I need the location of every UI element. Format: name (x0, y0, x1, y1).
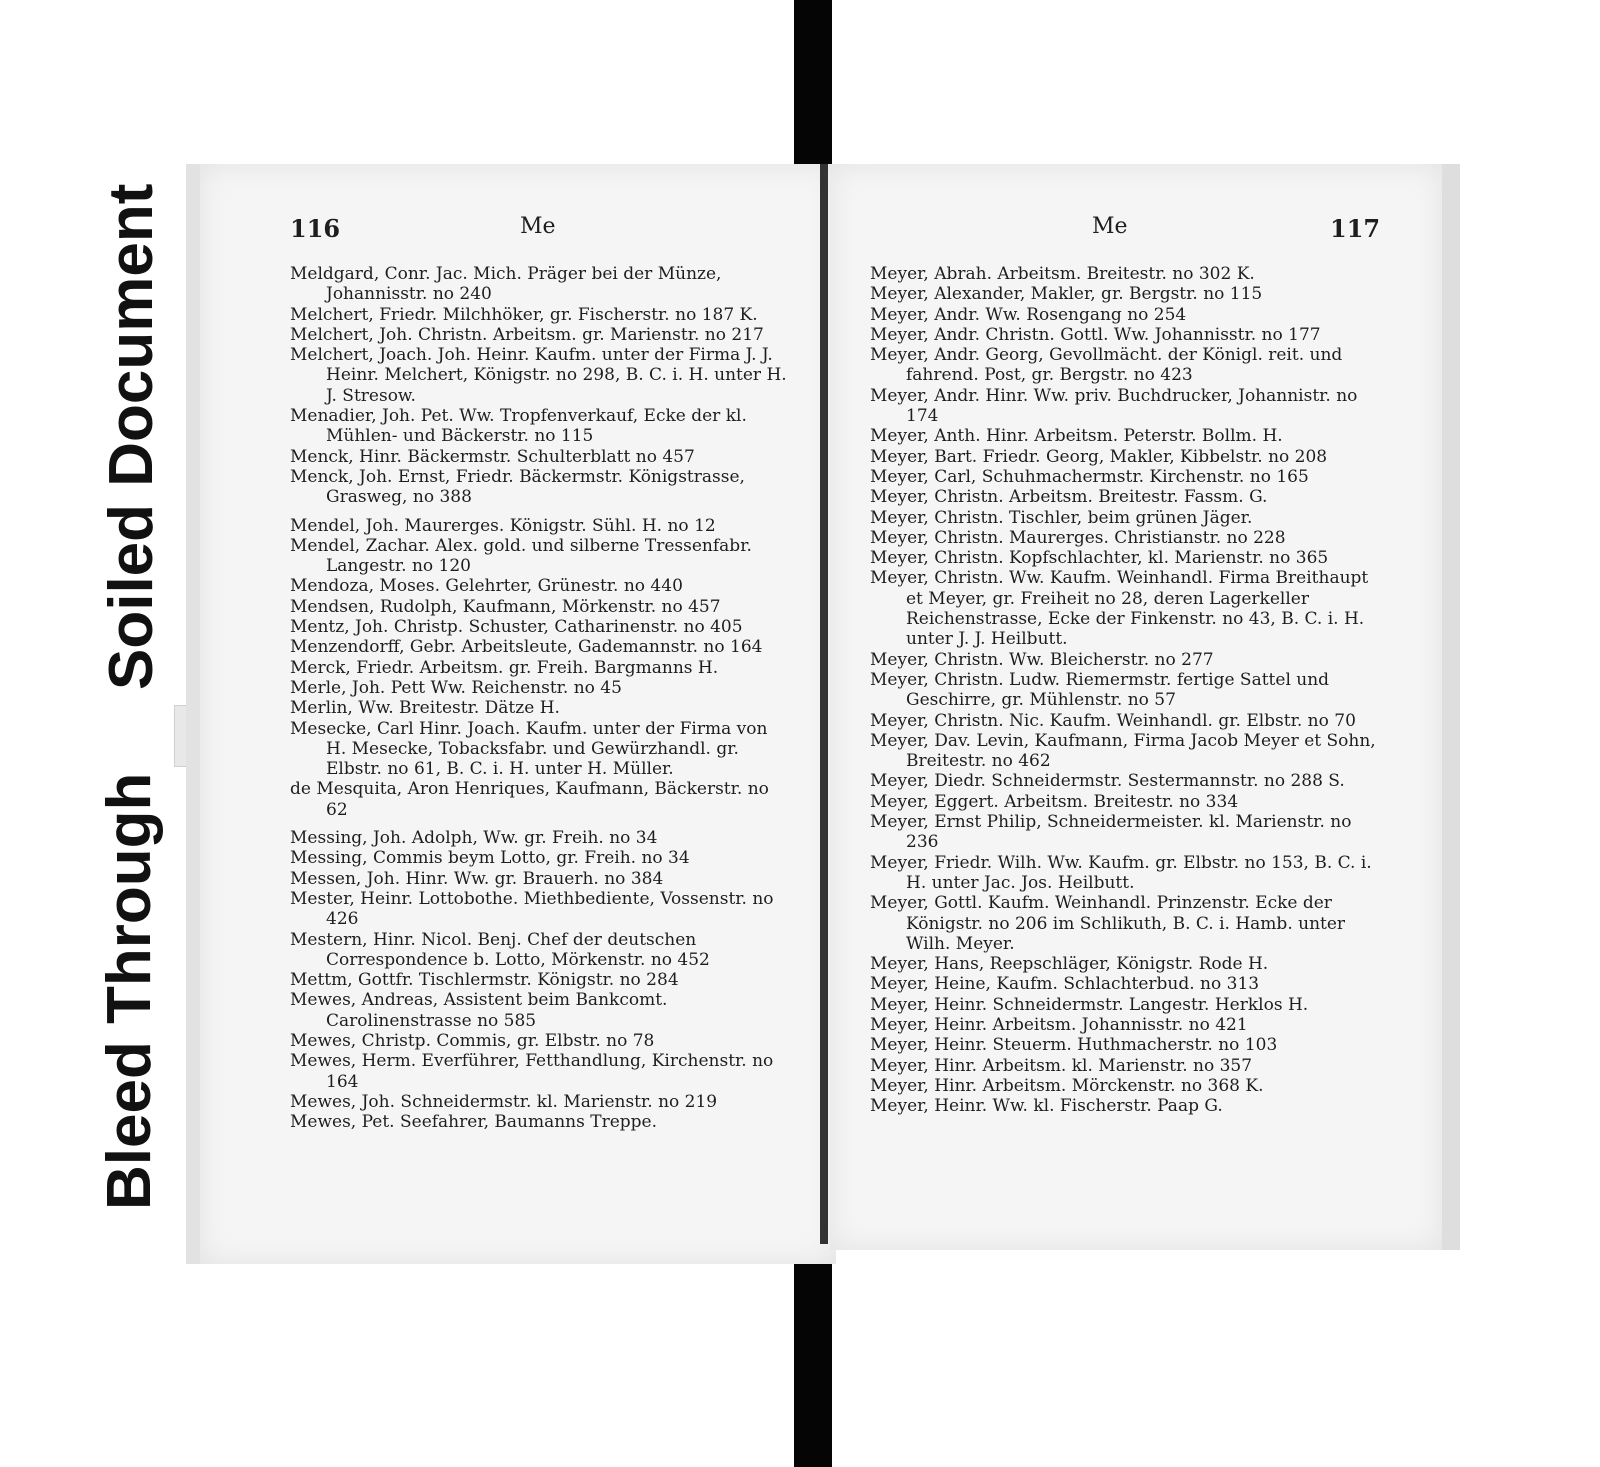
directory-entry: Meyer, Heinr. Arbeitsm. Johannisstr. no 421 (870, 1014, 1248, 1035)
directory-entry: Mewes, Christp. Commis, gr. Elbstr. no 78 (290, 1030, 655, 1051)
directory-entry: Meyer, Christn. Maurerges. Christianstr. no 228 (870, 527, 1286, 548)
directory-entry: Meyer, Christn. Kopfschlachter, kl. Marienstr. no 365 (870, 548, 1329, 569)
directory-entry: de Mesquita, Aron Henriques, Kaufmann, Bäckerstr. no 62 (290, 779, 769, 820)
directory-entry: Menzendorff, Gebr. Arbeitsleute, Gademannstr. no 164 (290, 637, 763, 658)
directory-entry: Meyer, Andr. Ww. Rosengang no 254 (870, 304, 1187, 325)
directory-entry: Melchert, Friedr. Milchhöker, gr. Fischerstr. no 187 K. (290, 304, 758, 325)
directory-entry: Meyer, Heinr. Ww. kl. Fischerstr. Paap G. (870, 1096, 1223, 1117)
directory-entry: Mendoza, Moses. Gelehrter, Grünestr. no 440 (290, 576, 683, 597)
directory-entry: Meyer, Christn. Arbeitsm. Breitestr. Fassm. G. (870, 487, 1268, 508)
directory-entry: Meyer, Hinr. Arbeitsm. Mörckenstr. no 368 K. (870, 1075, 1264, 1096)
directory-entry: Mewes, Joh. Schneidermstr. kl. Marienstr. no 219 (290, 1091, 718, 1112)
directory-entry: Meyer, Christn. Ludw. Riemermstr. fertige Sattel und Geschirre, gr. Mühlenstr. no 57 (870, 669, 1330, 711)
directory-entry: Meyer, Hans, Reepschläger, Königstr. Rode H. (870, 954, 1269, 975)
right-page (830, 164, 1460, 1250)
left-page (186, 164, 836, 1264)
page-number: 117 (1330, 214, 1381, 243)
directory-entry: Meyer, Hinr. Arbeitsm. kl. Marienstr. no 357 (870, 1055, 1253, 1076)
book-spine (820, 164, 828, 1244)
directory-entry: Mewes, Andreas, Assistent beim Bankcomt. Carolinenstrasse no 585 (290, 990, 668, 1031)
entry-list (870, 264, 1385, 1116)
directory-entry: Menck, Hinr. Bäckermstr. Schulterblatt no 457 (290, 446, 695, 467)
directory-entry: Meyer, Christn. Ww. Kaufm. Weinhandl. Firma Breithaupt et Meyer, gr. Freiheit no 28, deren Lagerkeller Reichenstrasse, Ecke der Finkenstr. no 43, B. C. i. H. unter J. J. Heilbutt. (870, 568, 1369, 650)
directory-entry: Meyer, Alexander, Makler, gr. Bergstr. no 115 (870, 284, 1263, 305)
directory-entry: Meyer, Andr. Georg, Gevollmächt. der Königl. reit. und fahrend. Post, gr. Bergstr. no 423 (870, 345, 1343, 386)
directory-entry: Meyer, Abrah. Arbeitsm. Breitestr. no 302 K. (870, 264, 1255, 284)
directory-entry: Meyer, Christn. Nic. Kaufm. Weinhandl. gr. Elbstr. no 70 (870, 710, 1356, 731)
directory-entry: Mendel, Joh. Maurerges. Königstr. Sühl. H. no 12 (290, 515, 716, 536)
page-header: Me (520, 214, 556, 239)
directory-entry: Meyer, Heinr. Schneidermstr. Langestr. Herklos H. (870, 994, 1309, 1015)
page-header: Me (1092, 214, 1128, 239)
directory-entry: Meyer, Andr. Christn. Gottl. Ww. Johannisstr. no 177 (870, 324, 1321, 345)
soiled-document-label: Soiled Document (97, 183, 166, 690)
directory-entry: Meyer, Eggert. Arbeitsm. Breitestr. no 334 (870, 791, 1239, 812)
directory-entry: Messing, Commis beym Lotto, gr. Freih. no 34 (290, 848, 690, 869)
directory-entry: Meyer, Ernst Philip, Schneidermeister. kl. Marienstr. no 236 (870, 812, 1352, 853)
directory-entry: Meyer, Diedr. Schneidermstr. Sestermannstr. no 288 S. (870, 771, 1345, 792)
directory-entry: Mester, Heinr. Lottobothe. Miethbediente, Vossenstr. no 426 (290, 888, 774, 930)
directory-entry: Meyer, Heine, Kaufm. Schlachterbud. no 313 (870, 974, 1260, 995)
directory-entry: Meyer, Heinr. Steuerm. Huthmacherstr. no 103 (870, 1035, 1278, 1056)
bleed-through-label: Bleed Through (95, 772, 164, 1210)
directory-entry: Mewes, Pet. Seefahrer, Baumanns Treppe. (290, 1112, 657, 1133)
top-binding-bar (794, 0, 832, 170)
directory-entry: Menck, Joh. Ernst, Friedr. Bäckermstr. Königstrasse, Grasweg, no 388 (290, 466, 745, 508)
directory-entry: Meyer, Christn. Ww. Bleicherstr. no 277 (870, 649, 1214, 670)
entry-list (290, 264, 790, 1132)
directory-entry: Meyer, Andr. Hinr. Ww. priv. Buchdrucker, Johannistr. no 174 (870, 385, 1358, 427)
directory-entry: Meyer, Bart. Friedr. Georg, Makler, Kibbelstr. no 208 (870, 446, 1328, 467)
bottom-binding-bar (794, 1250, 832, 1467)
directory-entry: Mendel, Zachar. Alex. gold. und silberne Tressenfabr. Langestr. no 120 (290, 535, 752, 577)
directory-entry: Meyer, Anth. Hinr. Arbeitsm. Peterstr. Bollm. H. (870, 426, 1283, 447)
directory-entry: Meyer, Friedr. Wilh. Ww. Kaufm. gr. Elbstr. no 153, B. C. i. H. unter Jac. Jos. Heilbutt. (870, 852, 1372, 893)
directory-entry: Merle, Joh. Pett Ww. Reichenstr. no 45 (290, 677, 622, 698)
directory-entry: Meyer, Dav. Levin, Kaufmann, Firma Jacob Meyer et Sohn, Breitestr. no 462 (870, 730, 1376, 772)
directory-entry: Meyer, Christn. Tischler, beim grünen Jäger. (870, 507, 1253, 528)
directory-entry: Melchert, Joh. Christn. Arbeitsm. gr. Marienstr. no 217 (290, 324, 764, 345)
directory-entry: Merlin, Ww. Breitestr. Dätze H. (290, 698, 560, 719)
directory-entry: Mentz, Joh. Christp. Schuster, Catharinenstr. no 405 (290, 617, 743, 638)
directory-entry: Menadier, Joh. Pet. Ww. Tropfenverkauf, Ecke der kl. Mühlen- und Bäckerstr. no 115 (290, 406, 747, 447)
directory-entry: Meldgard, Conr. Jac. Mich. Präger bei der Münze, Johannisstr. no 240 (290, 264, 722, 305)
directory-entry: Mendsen, Rudolph, Kaufmann, Mörkenstr. no 457 (290, 596, 721, 617)
directory-entry: Meyer, Gottl. Kaufm. Weinhandl. Prinzenstr. Ecke der Königstr. no 206 im Schlikuth, B. C. i. Hamb. unter Wilh. Meyer. (870, 893, 1346, 954)
page-number: 116 (290, 214, 341, 243)
directory-entry: Mesecke, Carl Hinr. Joach. Kaufm. unter der Firma von H. Mesecke, Tobacksfabr. und Gewürzhandl. gr. Elbstr. no 61, B. C. i. H. unter H. Müller. (290, 718, 768, 780)
directory-entry: Merck, Friedr. Arbeitsm. gr. Freih. Bargmanns H. (290, 657, 719, 678)
directory-entry: Messen, Joh. Hinr. Ww. gr. Brauerh. no 384 (290, 868, 664, 889)
directory-entry: Melchert, Joach. Joh. Heinr. Kaufm. unter der Firma J. J. Heinr. Melchert, Königstr. no 298, B. C. i. H. unter H. J. Stresow. (290, 345, 787, 406)
directory-entry: Mewes, Herm. Everführer, Fetthandlung, Kirchenstr. no 164 (290, 1051, 774, 1092)
directory-entry: Messing, Joh. Adolph, Ww. gr. Freih. no 34 (290, 828, 658, 849)
directory-entry: Meyer, Carl, Schuhmachermstr. Kirchenstr. no 165 (870, 466, 1309, 487)
directory-entry: Mestern, Hinr. Nicol. Benj. Chef der deutschen Correspondence b. Lotto, Mörkenstr. no 452 (290, 929, 710, 970)
directory-entry: Mettm, Gottfr. Tischlermstr. Königstr. no 284 (290, 970, 679, 991)
